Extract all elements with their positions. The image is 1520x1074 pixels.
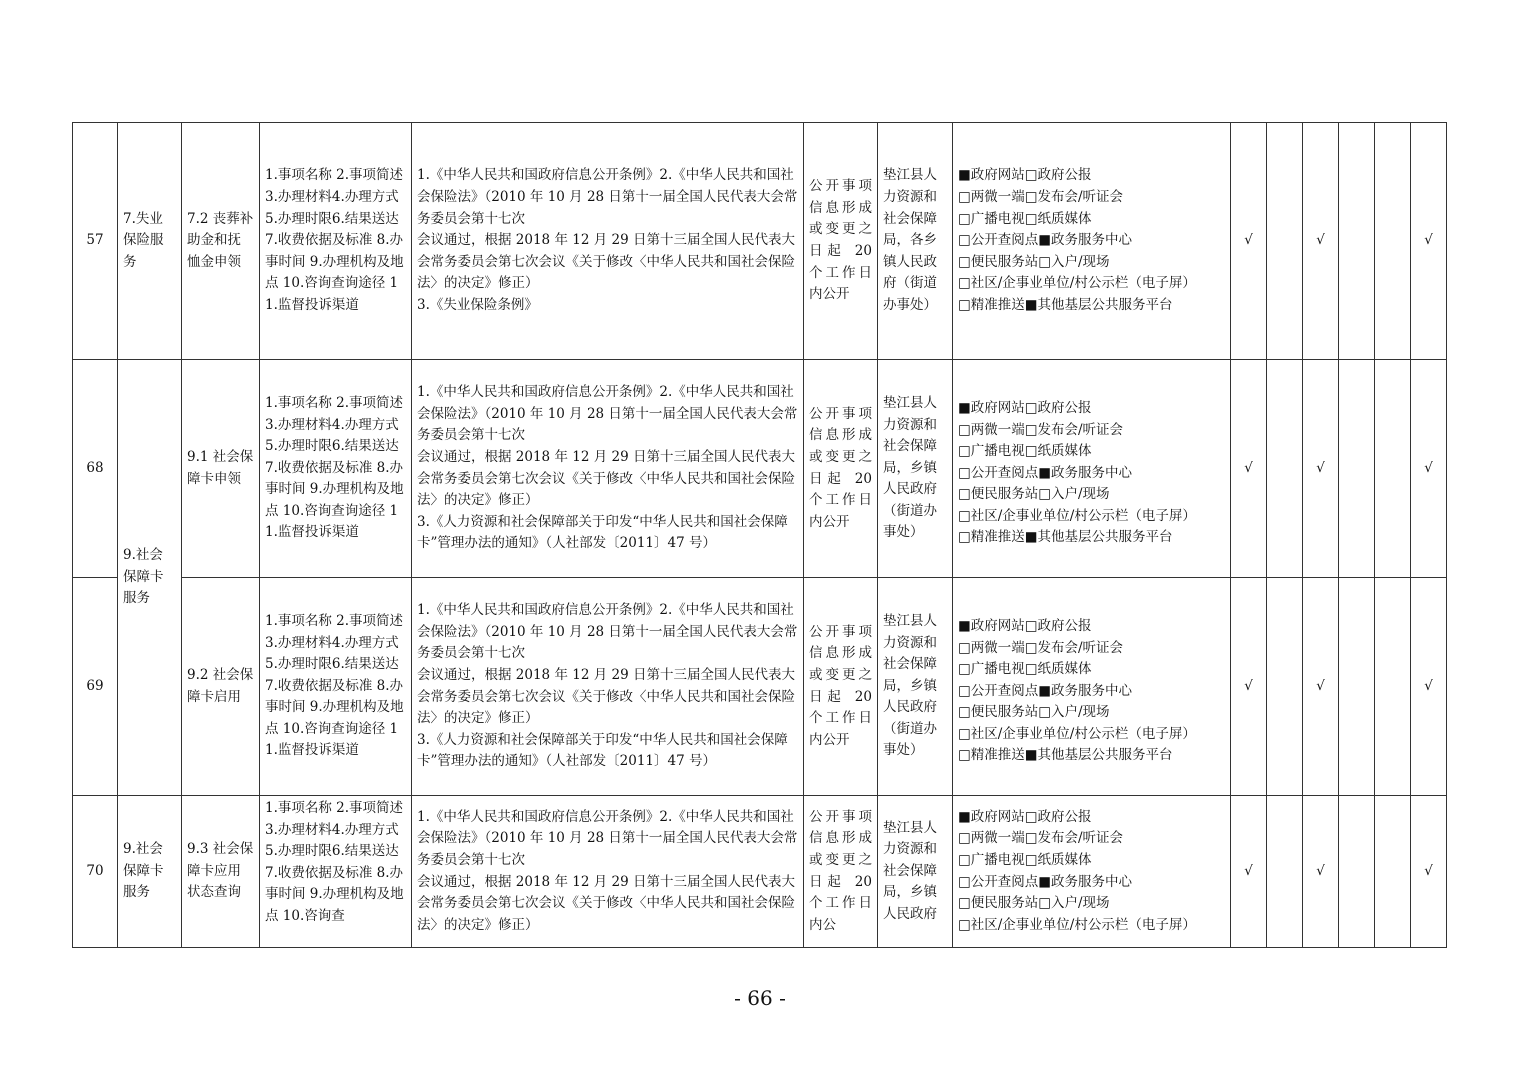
check-mark — [1339, 578, 1375, 796]
basis-line: 1.《中华人民共和国政府信息公开条例》2.《中华人民共和国社会保险法》（2010 年 10 月 28 日第十一届全国人民代表大会常务委员会第十七次 — [417, 167, 798, 227]
disclosure-channels — [953, 796, 1231, 948]
channel-line: ■政府网站□政府公报 — [958, 808, 1092, 825]
channel-line: □精准推送■其他基层公共服务平台 — [958, 296, 1173, 313]
legal-basis — [412, 796, 804, 948]
check-mark: √ — [1231, 578, 1267, 796]
check-mark: √ — [1411, 123, 1447, 360]
check-mark — [1267, 360, 1303, 578]
disclosure-time: 公开事项信息形成或变更之日起 20 个工作日内公开 — [804, 578, 878, 796]
channel-line: □两微一端□发布会/听证会 — [958, 189, 1124, 206]
check-mark — [1267, 123, 1303, 360]
table-row — [73, 796, 1447, 948]
check-mark: √ — [1303, 360, 1339, 578]
check-mark: √ — [1303, 578, 1339, 796]
channel-line: □广播电视□纸质媒体 — [958, 661, 1092, 678]
disclosure-content: 1.事项名称 2.事项简述3.办理材料4.办理方式 5.办理时限6.结果送达7.收费依据及标准 8.办事时间 9.办理机构及地点 10.咨询查询途径 11.监督投诉渠道 — [260, 578, 412, 796]
disclosure-subject: 垫江县人力资源和社会保障局，乡镇人民政府（街道办事处） — [878, 360, 953, 578]
basis-line: 会议通过，根据 2018 年 12 月 29 日第十三届全国人民代表大会常务委员会第七次会议《关于修改〈中华人民共和国社会保险法〉的决定》修正） — [417, 448, 795, 509]
disclosure-content: 1.事项名称 2.事项简述3.办理材料4.办理方式 5.办理时限6.结果送达7.收费依据及标准 8.办事时间 9.办理机构及地点 10.咨询查 — [260, 796, 412, 948]
disclosure-channels — [953, 123, 1231, 360]
disclosure-content: 1.事项名称 2.事项简述3.办理材料4.办理方式 5.办理时限6.结果送达7.收费依据及标准 8.办事时间 9.办理机构及地点 10.咨询查询途径 11.监督投诉渠道 — [260, 360, 412, 578]
channel-line: □公开查阅点■政务服务中心 — [958, 873, 1133, 890]
basis-line: 1.《中华人民共和国政府信息公开条例》2.《中华人民共和国社会保险法》（2010 年 10 月 28 日第十一届全国人民代表大会常务委员会第十七次 — [417, 384, 798, 444]
check-mark — [1339, 360, 1375, 578]
check-mark: √ — [1411, 796, 1447, 948]
disclosure-time: 公开事项信息形成或变更之日起 20 个工作日内公 — [804, 796, 878, 948]
channel-line: □两微一端□发布会/听证会 — [958, 639, 1124, 656]
basis-line: 1.《中华人民共和国政府信息公开条例》2.《中华人民共和国社会保险法》（2010 年 10 月 28 日第十一届全国人民代表大会常务委员会第十七次 — [417, 808, 798, 868]
channel-line: □社区/企事业单位/村公示栏（电子屏） — [958, 275, 1196, 292]
table-row — [73, 578, 1447, 796]
table-row — [73, 360, 1447, 578]
check-mark — [1375, 578, 1411, 796]
channel-line: □广播电视□纸质媒体 — [958, 443, 1092, 460]
channel-line: ■政府网站□政府公报 — [958, 399, 1092, 416]
basis-line: 3.《失业保险条例》 — [417, 296, 538, 313]
basis-line: 会议通过，根据 2018 年 12 月 29 日第十三届全国人民代表大会常务委员会第七次会议《关于修改〈中华人民共和国社会保险法〉的决定》修正） — [417, 873, 795, 933]
channel-line: □公开查阅点■政务服务中心 — [958, 464, 1133, 481]
channel-line: □精准推送■其他基层公共服务平台 — [958, 747, 1173, 764]
disclosure-channels — [953, 578, 1231, 796]
disclosure-content: 1.事项名称 2.事项简述3.办理材料4.办理方式 5.办理时限6.结果送达7.收费依据及标准 8.办事时间 9.办理机构及地点 10.咨询查询途径 11.监督投诉渠道 — [260, 123, 412, 360]
row-number: 69 — [73, 578, 118, 796]
check-mark: √ — [1231, 796, 1267, 948]
check-mark: √ — [1231, 123, 1267, 360]
legal-basis — [412, 578, 804, 796]
legal-basis — [412, 360, 804, 578]
row-number: 70 — [73, 796, 118, 948]
channel-line: □广播电视□纸质媒体 — [958, 210, 1092, 227]
service-item: 7.2 丧葬补助金和抚恤金申领 — [182, 123, 260, 360]
channel-line: □便民服务站□入户/现场 — [958, 895, 1110, 912]
service-item: 9.2 社会保障卡启用 — [182, 578, 260, 796]
check-mark: √ — [1231, 360, 1267, 578]
service-category: 9.社会保障卡服务 — [118, 360, 182, 796]
disclosure-time: 公开事项信息形成或变更之日起 20 个工作日内公开 — [804, 123, 878, 360]
basis-line: 会议通过，根据 2018 年 12 月 29 日第十三届全国人民代表大会常务委员会第七次会议《关于修改〈中华人民共和国社会保险法〉的决定》修正） — [417, 666, 795, 727]
service-item: 9.3 社会保障卡应用状态查询 — [182, 796, 260, 948]
disclosure-subject: 垫江县人力资源和社会保障局，乡镇人民政府（街道办事处） — [878, 578, 953, 796]
disclosure-subject: 垫江县人力资源和社会保障局，乡镇人民政府 — [878, 796, 953, 948]
channel-line: □便民服务站□入户/现场 — [958, 486, 1110, 503]
channel-line: □公开查阅点■政务服务中心 — [958, 682, 1133, 699]
disclosure-channels — [953, 360, 1231, 578]
disclosure-time: 公开事项信息形成或变更之日起 20 个工作日内公开 — [804, 360, 878, 578]
service-category: 7.失业保险服务 — [118, 123, 182, 360]
channel-line: □两微一端□发布会/听证会 — [958, 421, 1124, 438]
channel-line: □精准推送■其他基层公共服务平台 — [958, 529, 1173, 546]
check-mark: √ — [1411, 578, 1447, 796]
check-mark — [1375, 123, 1411, 360]
basis-line: 3.《人力资源和社会保障部关于印发“中华人民共和国社会保障卡”管理办法的通知》（人社部发〔2011〕47 号） — [417, 731, 788, 770]
basis-line: 3.《人力资源和社会保障部关于印发“中华人民共和国社会保障卡”管理办法的通知》（人社部发〔2011〕47 号） — [417, 513, 788, 552]
channel-line: □社区/企事业单位/村公示栏（电子屏） — [958, 507, 1196, 524]
disclosure-table — [72, 122, 1447, 948]
check-mark: √ — [1411, 360, 1447, 578]
check-mark — [1267, 796, 1303, 948]
row-number: 57 — [73, 123, 118, 360]
channel-line: □广播电视□纸质媒体 — [958, 851, 1092, 868]
channel-line: ■政府网站□政府公报 — [958, 617, 1092, 634]
channel-line: ■政府网站□政府公报 — [958, 167, 1092, 184]
service-item: 9.1 社会保障卡申领 — [182, 360, 260, 578]
check-mark — [1375, 796, 1411, 948]
basis-line: 会议通过，根据 2018 年 12 月 29 日第十三届全国人民代表大会常务委员会第七次会议《关于修改〈中华人民共和国社会保险法〉的决定》修正） — [417, 232, 795, 292]
check-mark — [1339, 123, 1375, 360]
channel-line: □社区/企事业单位/村公示栏（电子屏） — [958, 916, 1196, 933]
check-mark — [1339, 796, 1375, 948]
check-mark: √ — [1303, 123, 1339, 360]
channel-line: □社区/企事业单位/村公示栏（电子屏） — [958, 725, 1196, 742]
legal-basis — [412, 123, 804, 360]
check-mark — [1267, 578, 1303, 796]
channel-line: □两微一端□发布会/听证会 — [958, 830, 1124, 847]
service-category: 9.社会保障卡服务 — [118, 796, 182, 948]
check-mark — [1375, 360, 1411, 578]
basis-line: 1.《中华人民共和国政府信息公开条例》2.《中华人民共和国社会保险法》（2010 年 10 月 28 日第十一届全国人民代表大会常务委员会第十七次 — [417, 602, 798, 662]
row-number: 68 — [73, 360, 118, 578]
page-number: - 66 - — [734, 986, 786, 1010]
check-mark: √ — [1303, 796, 1339, 948]
channel-line: □便民服务站□入户/现场 — [958, 704, 1110, 721]
disclosure-subject: 垫江县人力资源和社会保障局，各乡镇人民政府（街道办事处） — [878, 123, 953, 360]
channel-line: □便民服务站□入户/现场 — [958, 253, 1110, 270]
channel-line: □公开查阅点■政务服务中心 — [958, 232, 1133, 249]
table-row — [73, 123, 1447, 360]
